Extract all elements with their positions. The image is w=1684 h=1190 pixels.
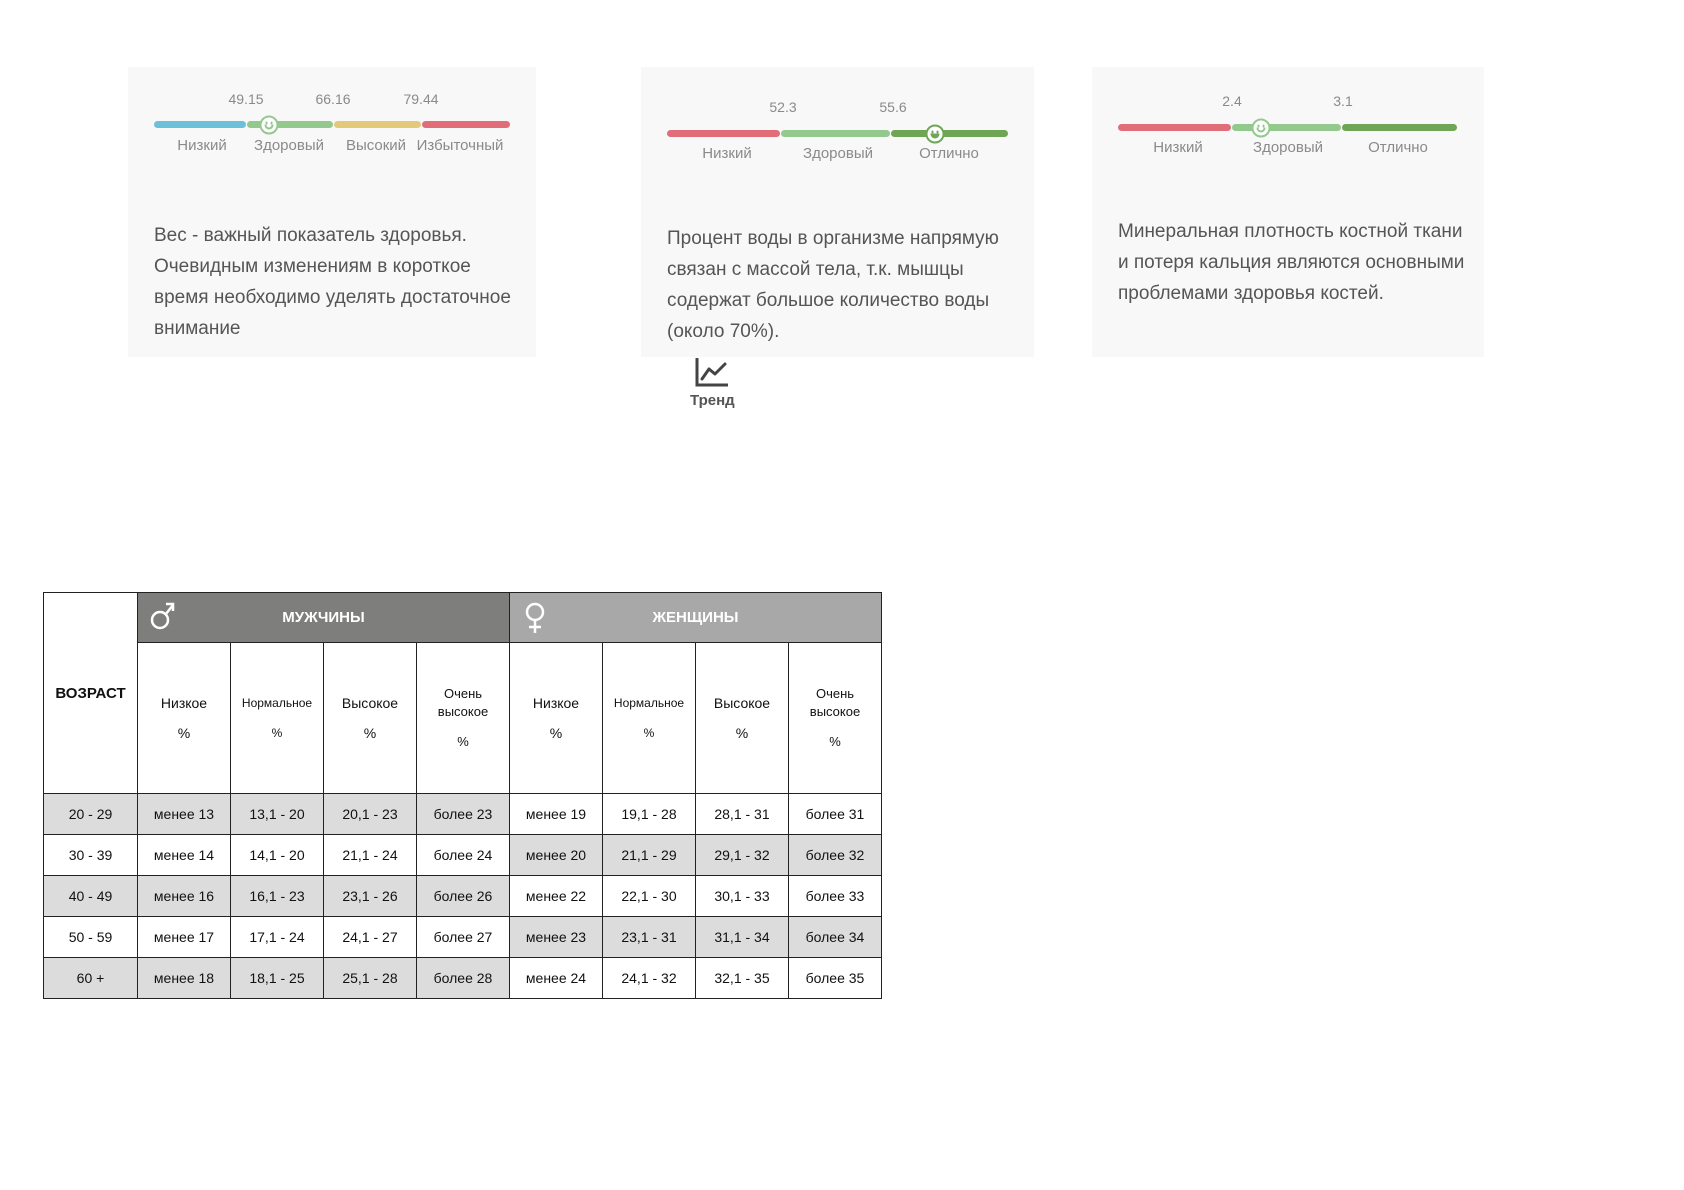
table-row [44, 958, 882, 999]
table-cell: менее 17 [138, 917, 231, 958]
scale-tick: 2.4 [1222, 93, 1242, 109]
table-row [44, 917, 882, 958]
table-cell: менее 18 [138, 958, 231, 999]
table-cell: более 33 [789, 876, 882, 917]
water-card [641, 67, 1034, 357]
zone-label: Низкий [1153, 139, 1203, 156]
scale-segment-high [334, 121, 421, 128]
smiley-face-icon [1252, 119, 1271, 138]
table-cell: 24,1 - 27 [324, 917, 417, 958]
table-cell: 16,1 - 23 [231, 876, 324, 917]
scale-segment-low [667, 130, 780, 137]
age-cell: 60 + [44, 958, 138, 999]
female-symbol-icon [522, 601, 548, 635]
bone-description: Минеральная плотность костной ткани и потеря кальция являются основными проблемами здоровья костей. [1118, 221, 1465, 304]
scale-tick: 66.16 [315, 91, 351, 107]
table-cell: более 27 [417, 917, 510, 958]
column-header: Высокое % [696, 643, 789, 794]
women-header-label: ЖЕНЩИНЫ [652, 609, 739, 626]
zone-label: Отлично [1368, 139, 1428, 156]
age-cell: 50 - 59 [44, 917, 138, 958]
zone-label: Здоровый [803, 145, 873, 162]
table-cell: менее 24 [510, 958, 603, 999]
table-cell: менее 19 [510, 794, 603, 835]
scale-segment-excellent [891, 130, 1008, 137]
trend-chart-icon [694, 356, 730, 388]
weight-description: Вес - важный показатель здоровья. Очевидным изменениям в короткое время необходимо уделять достаточное внимание [154, 225, 511, 339]
weight-scale [154, 91, 510, 154]
table-cell: 13,1 - 20 [231, 794, 324, 835]
age-cell: 20 - 29 [44, 794, 138, 835]
table-cell: 28,1 - 31 [696, 794, 789, 835]
table-row [44, 794, 882, 835]
laughing-face-icon [926, 125, 945, 144]
table-cell: менее 13 [138, 794, 231, 835]
table-cell: менее 22 [510, 876, 603, 917]
table-cell: более 23 [417, 794, 510, 835]
zone-label: Низкий [177, 137, 227, 154]
women-header [510, 593, 882, 643]
column-header: Очень высокое % [789, 643, 882, 794]
table-cell: 32,1 - 35 [696, 958, 789, 999]
table-cell: 17,1 - 24 [231, 917, 324, 958]
scale-segment-excess [422, 121, 510, 128]
scale-tick: 79.44 [403, 91, 439, 107]
table-cell: 31,1 - 34 [696, 917, 789, 958]
table-cell: 29,1 - 32 [696, 835, 789, 876]
table-cell: более 34 [789, 917, 882, 958]
men-header [138, 593, 510, 643]
weight-card [128, 67, 536, 357]
table-cell: 14,1 - 20 [231, 835, 324, 876]
zone-label: Отлично [919, 145, 979, 162]
scale-tick: 55.6 [879, 99, 907, 115]
age-header: ВОЗРАСТ [44, 593, 138, 794]
zone-label: Избыточный [416, 137, 504, 154]
smiley-face-icon [260, 116, 279, 135]
table-cell: 22,1 - 30 [603, 876, 696, 917]
table-cell: более 28 [417, 958, 510, 999]
zone-label: Низкий [702, 145, 752, 162]
table-cell: 21,1 - 24 [324, 835, 417, 876]
table-cell: 23,1 - 31 [603, 917, 696, 958]
table-row [44, 876, 882, 917]
zone-label: Здоровый [254, 137, 324, 154]
scale-segment-low [154, 121, 246, 128]
age-cell: 30 - 39 [44, 835, 138, 876]
table-row [44, 835, 882, 876]
table-cell: более 26 [417, 876, 510, 917]
scale-segment-healthy [781, 130, 890, 137]
table-cell: 21,1 - 29 [603, 835, 696, 876]
age-cell: 40 - 49 [44, 876, 138, 917]
scale-segment-excellent [1342, 124, 1457, 131]
table-cell: менее 20 [510, 835, 603, 876]
zone-label: Высокий [345, 137, 407, 154]
column-header: Нормальное % [603, 643, 696, 794]
column-header: Высокое % [324, 643, 417, 794]
column-header: Очень высокое % [417, 643, 510, 794]
water-description: Процент воды в организме напрямую связан с массой тела, т.к. мышцы содержат большое количество воды (около 70%). [667, 228, 999, 342]
trend-button[interactable] [690, 356, 734, 409]
scale-segment-healthy [1232, 124, 1341, 131]
table-cell: менее 16 [138, 876, 231, 917]
bone-scale [1118, 93, 1457, 156]
table-cell: более 24 [417, 835, 510, 876]
male-symbol-icon [150, 601, 176, 631]
table-cell: 24,1 - 32 [603, 958, 696, 999]
table-cell: 30,1 - 33 [696, 876, 789, 917]
table-cell: более 31 [789, 794, 882, 835]
table-cell: 18,1 - 25 [231, 958, 324, 999]
zone-label: Здоровый [1253, 139, 1323, 156]
table-cell: 25,1 - 28 [324, 958, 417, 999]
trend-label: Тренд [690, 392, 735, 409]
table-cell: более 32 [789, 835, 882, 876]
table-cell: менее 23 [510, 917, 603, 958]
scale-segment-low [1118, 124, 1231, 131]
table-cell: 23,1 - 26 [324, 876, 417, 917]
water-scale [667, 99, 1008, 162]
men-header-label: МУЖЧИНЫ [282, 609, 365, 626]
column-header: Низкое % [138, 643, 231, 794]
scale-tick: 52.3 [769, 99, 797, 115]
table-cell: 19,1 - 28 [603, 794, 696, 835]
body-fat-norms-table [43, 592, 882, 999]
bone-card [1092, 67, 1484, 357]
column-header: Нормальное % [231, 643, 324, 794]
scale-tick: 3.1 [1333, 93, 1353, 109]
column-header: Низкое % [510, 643, 603, 794]
table-cell: 20,1 - 23 [324, 794, 417, 835]
table-cell: менее 14 [138, 835, 231, 876]
table-cell: более 35 [789, 958, 882, 999]
scale-tick: 49.15 [228, 91, 264, 107]
